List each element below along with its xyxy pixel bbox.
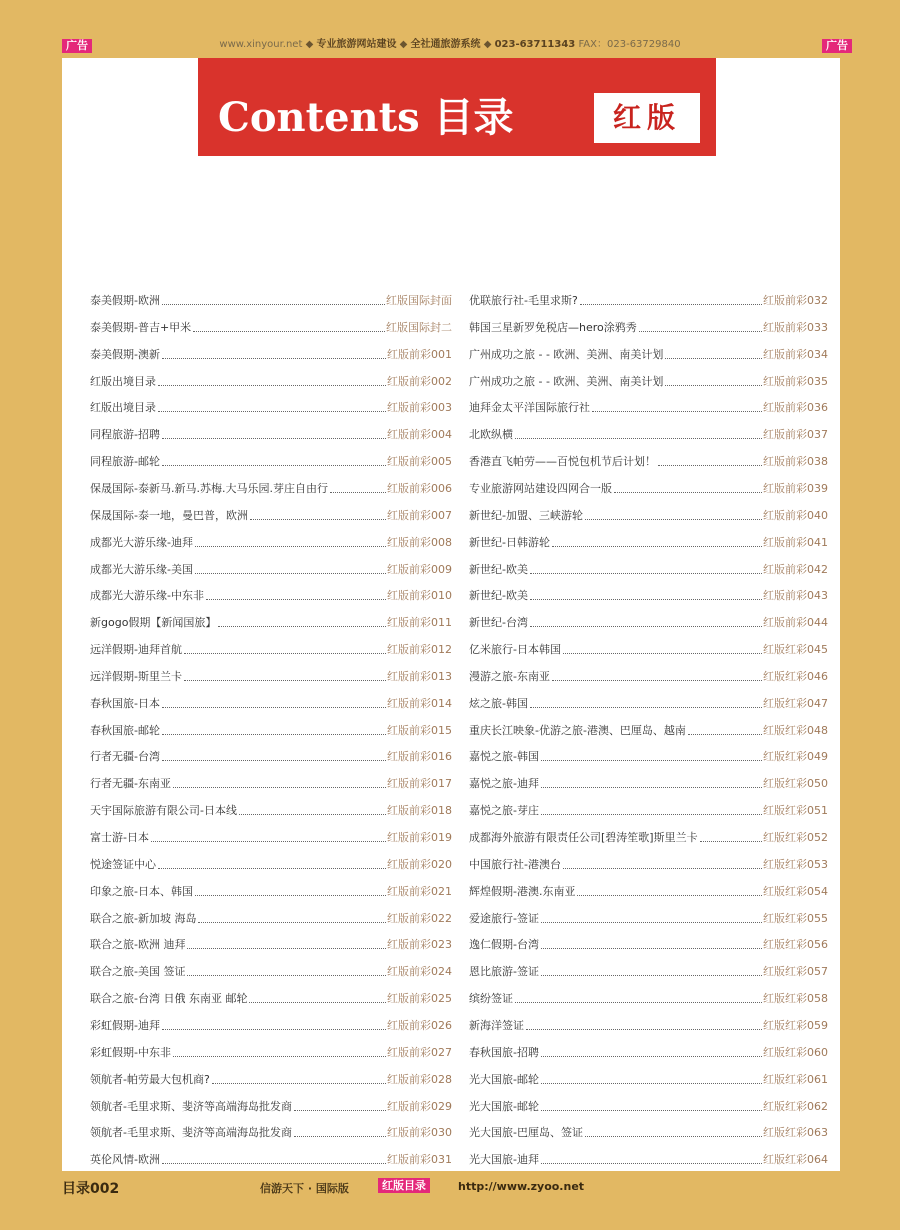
toc-entry-page: 红版前彩034 — [763, 347, 828, 361]
ad-badge-right: 广告 — [822, 39, 852, 53]
toc-entry-page: 红版前彩019 — [387, 831, 452, 844]
toc-entry-page: 红版前彩035 — [763, 374, 828, 388]
dot-leader — [212, 1082, 386, 1084]
toc-entry-title: 韩国三星新罗免税店—hero涂鸦秀 — [469, 320, 637, 334]
dot-leader — [198, 921, 386, 923]
toc-entry-title: 彩虹假期-迪拜 — [90, 1018, 160, 1032]
toc-entry[interactable] — [469, 583, 828, 603]
toc-entry[interactable] — [469, 906, 828, 926]
toc-entry-title: 成都海外旅游有限责任公司[碧涛笙歌]斯里兰卡 — [469, 831, 698, 844]
toc-entry-page: 红版前彩012 — [387, 643, 452, 657]
toc-entry[interactable] — [90, 1067, 452, 1087]
dot-leader — [184, 652, 386, 654]
toc-entry-page: 红版红彩049 — [763, 750, 828, 764]
toc-entry-page: 红版前彩011 — [387, 616, 452, 630]
dot-leader — [530, 598, 762, 600]
dot-leader — [162, 303, 385, 305]
toc-entry-title: 泰美假期-欧洲 — [90, 294, 160, 307]
toc-entry[interactable] — [90, 1013, 452, 1033]
toc-entry[interactable] — [469, 691, 828, 711]
toc-entry-page: 红版前彩037 — [763, 428, 828, 442]
toc-entry-page: 红版红彩047 — [763, 696, 828, 710]
dot-leader — [541, 1055, 762, 1057]
toc-entry-page: 红版前彩038 — [763, 455, 828, 469]
toc-entry-page: 红版前彩032 — [763, 294, 828, 307]
toc-entry[interactable] — [90, 718, 452, 738]
toc-entry[interactable] — [469, 1094, 828, 1114]
toc-entry[interactable] — [90, 959, 452, 979]
toc-entry-page: 红版红彩055 — [763, 911, 828, 925]
toc-entry-page: 红版前彩039 — [763, 481, 828, 495]
toc-entry[interactable] — [90, 986, 452, 1006]
toc-entry[interactable] — [90, 932, 452, 952]
dot-leader — [173, 786, 386, 788]
toc-entry-page: 红版前彩033 — [763, 320, 828, 334]
toc-entry[interactable] — [90, 771, 452, 791]
toc-entry-page: 红版前彩023 — [387, 938, 452, 952]
toc-entry-title: 彩虹假期-中东非 — [90, 1045, 171, 1059]
toc-entry-title: 春秋国旅-招聘 — [469, 1045, 539, 1059]
toc-entry-title: 新世纪-欧美 — [469, 589, 528, 603]
dot-leader — [173, 1055, 386, 1057]
toc-entry-page: 红版红彩060 — [763, 1045, 828, 1059]
toc-entry-title: 漫游之旅-东南亚 — [469, 669, 550, 683]
toc-entry[interactable] — [469, 637, 828, 657]
dot-leader — [563, 652, 762, 654]
bullet-icon: ◆ — [399, 39, 411, 50]
toc-entry-title: 泰美假期-普吉+甲米 — [90, 320, 192, 334]
toc-entry-page: 红版前彩009 — [387, 562, 452, 576]
toc-entry-page: 红版前彩008 — [387, 535, 452, 549]
toc-entry[interactable] — [90, 449, 452, 469]
dot-leader — [158, 410, 386, 412]
toc-entry[interactable] — [90, 1040, 452, 1060]
toc-entry-title: 亿米旅行-日本韩国 — [469, 643, 561, 657]
toc-entry-title: 春秋国旅-邮轮 — [90, 723, 160, 737]
toc-entry-page: 红版前彩004 — [387, 428, 452, 442]
toc-entry-title: 联合之旅-欧洲 迪拜 — [90, 938, 186, 952]
toc-entry[interactable] — [469, 771, 828, 791]
toc-entry-page: 红版国际封二 — [386, 320, 452, 334]
toc-entry[interactable] — [90, 476, 452, 496]
toc-entry-title: 迪拜金太平洋国际旅行社 — [469, 401, 590, 415]
dot-leader — [541, 759, 762, 761]
toc-entry[interactable] — [90, 1120, 452, 1140]
toc-entry-page: 红版红彩062 — [763, 1099, 828, 1113]
dot-leader — [580, 303, 762, 305]
dot-leader — [530, 625, 762, 627]
dot-leader — [526, 1028, 762, 1030]
toc-entry[interactable] — [469, 798, 828, 818]
header-tel: 023-63711343 — [494, 39, 576, 50]
dot-leader — [218, 625, 386, 627]
dot-leader — [541, 947, 762, 949]
toc-entry[interactable] — [469, 744, 828, 764]
toc-entry-page: 红版前彩027 — [387, 1045, 452, 1059]
bullet-icon: ◆ — [483, 39, 495, 50]
toc-entry-page: 红版前彩020 — [387, 857, 452, 871]
toc-entry-page: 红版前彩007 — [387, 508, 452, 522]
toc-entry-title: 泰美假期-澳新 — [90, 347, 160, 361]
dot-leader — [162, 357, 386, 359]
toc-entry-title: 红版出境目录 — [90, 401, 156, 415]
dot-leader — [563, 867, 762, 869]
banner-title: Contents 目录 — [218, 94, 514, 141]
ad-badge-left: 广告 — [62, 39, 92, 53]
toc-entry-title: 光大国旅-迪拜 — [469, 1153, 539, 1167]
toc-entry[interactable] — [469, 449, 828, 469]
dot-leader — [700, 840, 762, 842]
toc-entry[interactable] — [90, 825, 452, 845]
toc-entry-page: 红版红彩046 — [763, 669, 828, 683]
toc-entry-title: 保晟国际-泰一地，曼巴普，欧洲 — [90, 508, 248, 522]
dot-leader — [162, 1162, 386, 1164]
toc-entry-page: 红版红彩053 — [763, 857, 828, 871]
toc-entry-title: 新世纪-台湾 — [469, 616, 528, 630]
toc-entry-title: 远洋假期-斯里兰卡 — [90, 669, 182, 683]
toc-entry-title: 广州成功之旅 - - 欧洲、美洲、南美计划 — [469, 347, 664, 361]
dot-leader — [585, 518, 762, 520]
toc-entry-title: 新世纪-日韩游轮 — [469, 535, 550, 549]
toc-entry[interactable] — [469, 879, 828, 899]
toc-entry-title: 领航者-毛里求斯、斐济等高端海岛批发商 — [90, 1099, 292, 1113]
toc-entry[interactable] — [469, 825, 828, 845]
toc-entry[interactable] — [469, 664, 828, 684]
toc-entry-page: 红版前彩043 — [763, 589, 828, 603]
toc-entry-title: 联合之旅-新加坡 海岛 — [90, 911, 197, 925]
toc-entry[interactable] — [469, 422, 828, 442]
footer-page-label: 目录002 — [62, 1181, 120, 1197]
dot-leader — [294, 1135, 386, 1137]
dot-leader — [515, 1001, 762, 1003]
toc-entry[interactable] — [90, 288, 452, 308]
dot-leader — [151, 840, 386, 842]
toc-entry-title: 逸仁假期-台湾 — [469, 938, 539, 952]
toc-entry-page: 红版前彩013 — [387, 669, 452, 683]
toc-entry-page: 红版前彩003 — [387, 401, 452, 415]
dot-leader — [541, 921, 762, 923]
toc-entry-page: 红版前彩016 — [387, 750, 452, 764]
dot-leader — [239, 813, 386, 815]
toc-entry-title: 联合之旅-美国 签证 — [90, 965, 186, 979]
toc-entry-title: 印象之旅-日本、韩国 — [90, 884, 193, 898]
header-website[interactable]: www.xinyour.net — [219, 39, 303, 50]
toc-entry-title: 香港直飞帕劳——百悦包机节后计划！ — [469, 455, 656, 469]
toc-entry[interactable] — [90, 906, 452, 926]
toc-entry-page: 红版前彩001 — [387, 347, 452, 361]
toc-entry-page: 红版前彩030 — [387, 1126, 452, 1140]
dot-leader — [541, 786, 762, 788]
toc-entry[interactable] — [469, 288, 828, 308]
dot-leader — [592, 410, 762, 412]
toc-entry-page: 红版前彩029 — [387, 1099, 452, 1113]
toc-entry[interactable] — [90, 798, 452, 818]
toc-entry-page: 红版红彩045 — [763, 643, 828, 657]
toc-entry-page: 红版红彩056 — [763, 938, 828, 952]
toc-entry-title: 新gogo假期【新闻国旅】 — [90, 616, 217, 630]
toc-entry[interactable] — [469, 1147, 828, 1167]
footer-section-tag: 红版目录 — [378, 1178, 430, 1193]
toc-entry[interactable] — [469, 718, 828, 738]
toc-entry-page: 红版国际封面 — [386, 294, 452, 307]
toc-entry-title: 天宇国际旅游有限公司-日本线 — [90, 804, 237, 818]
toc-entry-page: 红版前彩040 — [763, 508, 828, 522]
toc-entry[interactable] — [469, 530, 828, 550]
dot-leader — [541, 813, 762, 815]
footer-url-link[interactable]: http://www.zyoo.net — [458, 1180, 585, 1193]
toc-entry-page: 红版前彩025 — [387, 992, 452, 1006]
toc-entry[interactable] — [90, 610, 452, 630]
toc-entry[interactable] — [90, 583, 452, 603]
toc-entry-page: 红版红彩063 — [763, 1126, 828, 1140]
toc-entry-page: 红版前彩018 — [387, 804, 452, 818]
toc-entry[interactable] — [90, 557, 452, 577]
dot-leader — [665, 384, 762, 386]
toc-entry-page: 红版前彩006 — [387, 481, 452, 495]
dot-leader — [541, 974, 762, 976]
toc-entry-page: 红版前彩042 — [763, 562, 828, 576]
toc-entry-title: 嘉悦之旅-迪拜 — [469, 777, 539, 791]
toc-entry-page: 红版红彩050 — [763, 777, 828, 791]
toc-entry[interactable] — [469, 959, 828, 979]
toc-entry-title: 嘉悦之旅-芽庄 — [469, 804, 539, 818]
toc-entry-page: 红版前彩015 — [387, 723, 452, 737]
toc-entry-title: 辉煌假期-港澳.东南亚 — [469, 884, 576, 898]
toc-entry-page: 红版前彩041 — [763, 535, 828, 549]
dot-leader — [552, 545, 762, 547]
toc-entry-title: 保晟国际-泰新马.新马.苏梅.大马乐园.芽庄自由行 — [90, 481, 328, 495]
toc-entry[interactable] — [469, 476, 828, 496]
toc-entry-title: 光大国旅-邮轮 — [469, 1099, 539, 1113]
header-service-2: 全社通旅游系统 — [410, 39, 481, 50]
toc-entry-title: 领航者-帕劳最大包机商? — [90, 1072, 210, 1086]
dot-leader — [577, 894, 762, 896]
toc-entry[interactable] — [469, 1067, 828, 1087]
toc-entry[interactable] — [90, 395, 452, 415]
toc-entry-page: 红版红彩064 — [763, 1153, 828, 1167]
toc-entry-page: 红版红彩048 — [763, 723, 828, 737]
header-contact-line — [200, 38, 700, 52]
toc-entry-title: 成都光大游乐缘-美国 — [90, 562, 193, 576]
toc-entry[interactable] — [469, 503, 828, 523]
toc-entry[interactable] — [90, 879, 452, 899]
toc-entry[interactable] — [90, 852, 452, 872]
dot-leader — [294, 1109, 386, 1111]
toc-entry-title: 红版出境目录 — [90, 374, 156, 388]
toc-entry-title: 广州成功之旅 - - 欧洲、美洲、南美计划 — [469, 374, 664, 388]
toc-entry[interactable] — [90, 369, 452, 389]
toc-entry[interactable] — [469, 1040, 828, 1060]
dot-leader — [658, 464, 762, 466]
dot-leader — [162, 706, 386, 708]
edition-badge: 红版 — [594, 93, 700, 143]
dot-leader — [193, 330, 385, 332]
toc-entry-page: 红版前彩022 — [387, 911, 452, 925]
toc-entry-title: 爱途旅行-签证 — [469, 911, 539, 925]
toc-entry[interactable] — [469, 610, 828, 630]
dot-leader — [665, 357, 762, 359]
toc-entry-title: 专业旅游网站建设四网合一版 — [469, 481, 612, 495]
toc-entry-page: 红版前彩031 — [387, 1153, 452, 1167]
toc-entry-page: 红版前彩021 — [387, 884, 452, 898]
toc-entry-title: 领航者-毛里求斯、斐济等高端海岛批发商 — [90, 1126, 292, 1140]
header-service-1: 专业旅游网站建设 — [316, 39, 397, 50]
toc-entry[interactable] — [469, 986, 828, 1006]
toc-entry[interactable] — [90, 637, 452, 657]
toc-entry-page: 红版前彩014 — [387, 696, 452, 710]
toc-entry-title: 嘉悦之旅-韩国 — [469, 750, 539, 764]
contents-banner — [198, 58, 716, 156]
toc-entry-title: 联合之旅-台湾 日俄 东南亚 邮轮 — [90, 992, 248, 1006]
dot-leader — [585, 1135, 762, 1137]
toc-entry[interactable] — [90, 1147, 452, 1167]
toc-entry-title: 恩比旅游-签证 — [469, 965, 539, 979]
dot-leader — [162, 733, 386, 735]
toc-entry-title: 优联旅行社-毛里求斯? — [469, 294, 578, 307]
dot-leader — [187, 974, 386, 976]
toc-entry[interactable] — [90, 342, 452, 362]
toc-entry-title: 重庆长江映象-优游之旅-港澳、巴厘岛、越南 — [469, 723, 686, 737]
toc-entry[interactable] — [90, 664, 452, 684]
bullet-icon: ◆ — [305, 39, 317, 50]
toc-entry-page: 红版红彩061 — [763, 1072, 828, 1086]
toc-entry[interactable] — [90, 503, 452, 523]
toc-entry-title: 成都光大游乐缘-迪拜 — [90, 535, 193, 549]
dot-leader — [162, 464, 386, 466]
toc-entry-page: 红版红彩058 — [763, 992, 828, 1006]
dot-leader — [249, 1001, 386, 1003]
toc-entry-page: 红版红彩057 — [763, 965, 828, 979]
toc-entry-page: 红版前彩017 — [387, 777, 452, 791]
toc-entry-page: 红版前彩026 — [387, 1018, 452, 1032]
toc-entry-title: 新世纪-欧美 — [469, 562, 528, 576]
dot-leader — [195, 545, 386, 547]
toc-entry-title: 同程旅游-邮轮 — [90, 455, 160, 469]
toc-entry-title: 中国旅行社-港澳台 — [469, 857, 561, 871]
dot-leader — [195, 572, 386, 574]
dot-leader — [639, 330, 762, 332]
toc-entry-title: 英伦风情-欧洲 — [90, 1153, 160, 1167]
dot-leader — [541, 1109, 762, 1111]
toc-entry-title: 新世纪-加盟、三峡游轮 — [469, 508, 583, 522]
dot-leader — [184, 679, 386, 681]
toc-entry-page: 红版前彩024 — [387, 965, 452, 979]
dot-leader — [162, 759, 386, 761]
dot-leader — [515, 437, 762, 439]
dot-leader — [162, 1028, 386, 1030]
dot-leader — [541, 1082, 762, 1084]
toc-entry-page: 红版红彩051 — [763, 804, 828, 818]
toc-entry-title: 炫之旅-韩国 — [469, 696, 528, 710]
toc-entry-page: 红版前彩036 — [763, 401, 828, 415]
header-fax: FAX：023-63729840 — [578, 39, 681, 50]
toc-entry-page: 红版红彩059 — [763, 1018, 828, 1032]
toc-entry-title: 悦途签证中心 — [90, 857, 156, 871]
dot-leader — [162, 437, 386, 439]
toc-entry-page: 红版红彩052 — [763, 831, 828, 844]
toc-entry[interactable] — [469, 1120, 828, 1140]
toc-entry[interactable] — [469, 1013, 828, 1033]
toc-entry-title: 行者无疆-台湾 — [90, 750, 160, 764]
toc-entry[interactable] — [469, 369, 828, 389]
toc-entry-page: 红版前彩002 — [387, 374, 452, 388]
dot-leader — [158, 867, 386, 869]
footer-publication: 信游天下 · 国际版 — [260, 1182, 349, 1195]
dot-leader — [688, 733, 762, 735]
dot-leader — [614, 491, 762, 493]
top-bar — [0, 0, 900, 58]
toc-entry-title: 缤纷签证 — [469, 992, 513, 1006]
dot-leader — [552, 679, 762, 681]
toc-entry[interactable] — [90, 691, 452, 711]
toc-entry[interactable] — [469, 932, 828, 952]
toc-entry-page: 红版前彩028 — [387, 1072, 452, 1086]
toc-entry-title: 北欧纵横 — [469, 428, 513, 442]
toc-entry-page: 红版红彩054 — [763, 884, 828, 898]
toc-entry-title: 同程旅游-招聘 — [90, 428, 160, 442]
toc-entry-title: 新海洋签证 — [469, 1018, 524, 1032]
toc-entry[interactable] — [469, 395, 828, 415]
toc-entry[interactable] — [469, 342, 828, 362]
toc-entry[interactable] — [90, 530, 452, 550]
toc-entry[interactable] — [90, 1094, 452, 1114]
toc-entry-title: 光大国旅-巴厘岛、签证 — [469, 1126, 583, 1140]
toc-entry[interactable] — [90, 315, 452, 335]
toc-entry[interactable] — [90, 744, 452, 764]
toc-entry[interactable] — [90, 422, 452, 442]
dot-leader — [158, 384, 386, 386]
toc-entry[interactable] — [469, 315, 828, 335]
dot-leader — [541, 1162, 762, 1164]
toc-entry-title: 成都光大游乐缘-中东非 — [90, 589, 204, 603]
dot-leader — [187, 947, 386, 949]
dot-leader — [206, 598, 386, 600]
dot-leader — [195, 894, 386, 896]
toc-entry-title: 远洋假期-迪拜首航 — [90, 643, 182, 657]
toc-entry[interactable] — [469, 557, 828, 577]
toc-entry-page: 红版前彩010 — [387, 589, 452, 603]
footer-bar — [0, 1171, 900, 1230]
dot-leader — [530, 572, 762, 574]
toc-entry[interactable] — [469, 852, 828, 872]
dot-leader — [330, 491, 386, 493]
dot-leader — [530, 706, 762, 708]
toc-entry-page: 红版前彩044 — [763, 616, 828, 630]
toc-entry-page: 红版前彩005 — [387, 455, 452, 469]
toc-entry-title: 富士游-日本 — [90, 831, 149, 844]
toc-entry-title: 光大国旅-邮轮 — [469, 1072, 539, 1086]
toc-entry-title: 行者无疆-东南亚 — [90, 777, 171, 791]
toc-entry-title: 春秋国旅-日本 — [90, 696, 160, 710]
dot-leader — [250, 518, 386, 520]
